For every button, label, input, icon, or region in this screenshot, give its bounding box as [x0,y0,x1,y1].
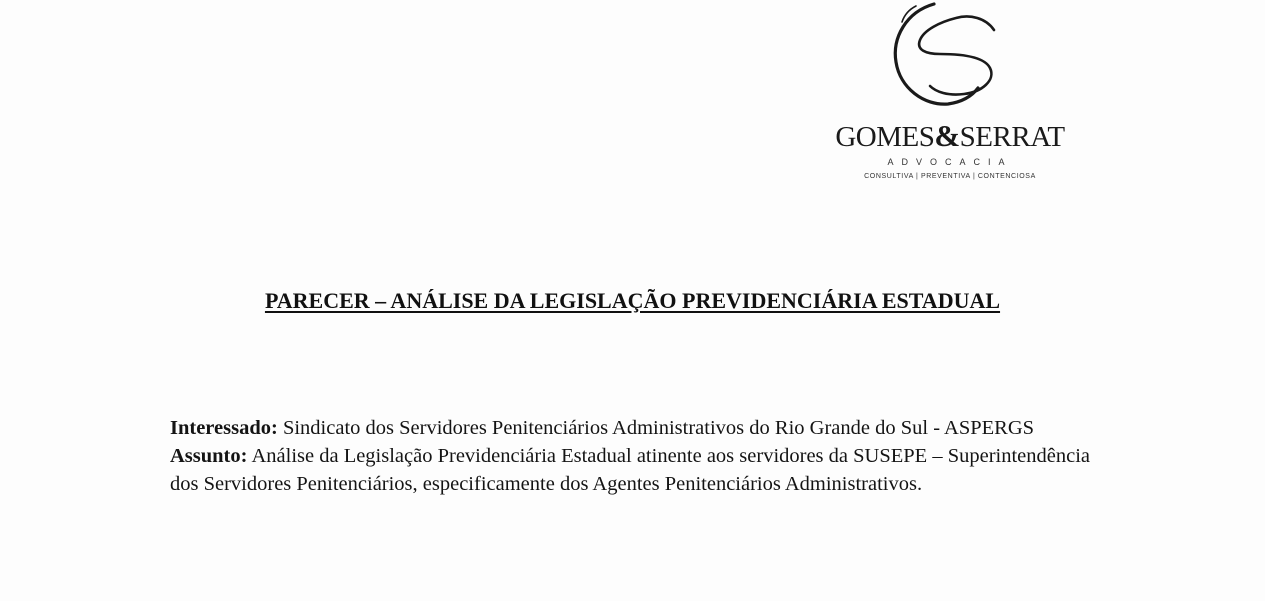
firm-name-ampersand: & [934,118,960,153]
interessado-field [170,414,1090,442]
firm-services: CONSULTIVA | PREVENTIVA | CONTENCIOSA [864,173,1036,180]
letterhead [820,0,1080,190]
interessado-value: Sindicato dos Servidores Penitenciários Administrativos do Rio Grande do Sul - ASPERGS [282,417,1035,439]
gs-monogram-icon [886,0,1006,112]
document-body [170,414,1090,498]
assunto-field [170,442,1090,498]
firm-name-right: SERRAT [959,121,1065,153]
assunto-label: Assunto: [170,445,248,467]
firm-name [820,118,1080,154]
assunto-value: Análise da Legislação Previdenciária Estadual atinente aos servidores da SUSEPE – Superintendência dos Servidores Penitenciários, especificamente dos Agentes Penitenciários Administrativos. [170,445,1090,495]
interessado-label: Interessado: [170,417,278,439]
firm-type: ADVOCACIA [887,157,1013,167]
firm-name-left: GOMES [835,121,935,153]
document-title: PARECER – ANÁLISE DA LEGISLAÇÃO PREVIDENCIÁRIA ESTADUAL [264,288,1001,313]
